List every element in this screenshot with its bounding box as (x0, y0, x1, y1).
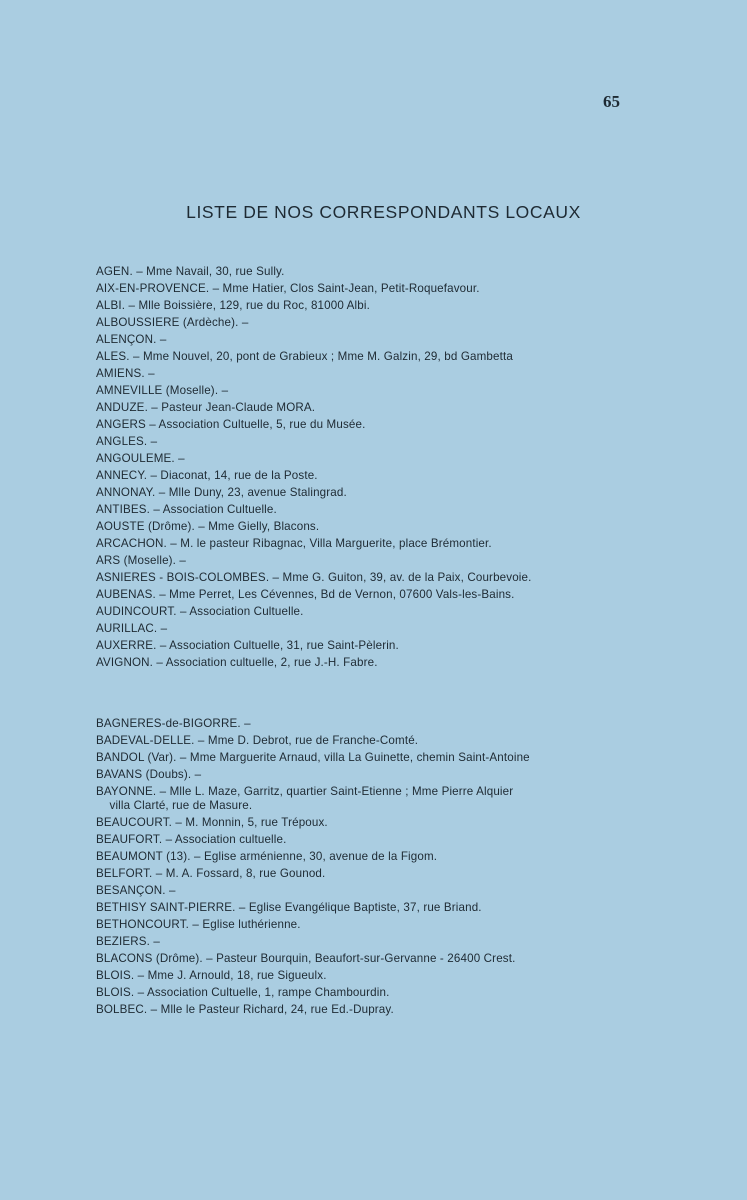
correspondents-list-a (96, 263, 636, 671)
list-item: BOLBEC. – Mlle le Pasteur Richard, 24, rue Ed.-Dupray. (96, 1003, 394, 1016)
list-item: ANNECY. – Diaconat, 14, rue de la Poste. (96, 469, 318, 482)
list-item: ALENÇON. – (96, 333, 167, 346)
list-item: AOUSTE (Drôme). – Mme Gielly, Blacons. (96, 520, 320, 533)
list-item: BANDOL (Var). – Mme Marguerite Arnaud, villa La Guinette, chemin Saint-Antoine (96, 751, 530, 764)
list-item: BLACONS (Drôme). – Pasteur Bourquin, Beaufort-sur-Gervanne - 26400 Crest. (96, 952, 516, 965)
list-item: BELFORT. – M. A. Fossard, 8, rue Gounod. (96, 867, 326, 880)
list-item: BEZIERS. – (96, 935, 160, 948)
correspondents-list-b (96, 715, 636, 1018)
list-item: AURILLAC. – (96, 622, 168, 635)
list-item: AMIENS. – (96, 367, 155, 380)
list-item: ARCACHON. – M. le pasteur Ribagnac, Villa Marguerite, place Brémontier. (96, 537, 492, 550)
list-item: AMNEVILLE (Moselle). – (96, 384, 229, 397)
list-item: BETHONCOURT. – Eglise luthérienne. (96, 918, 301, 931)
list-item: BLOIS. – Association Cultuelle, 1, rampe Chambourdin. (96, 986, 390, 999)
page-title: LISTE DE NOS CORRESPONDANTS LOCAUX (186, 202, 581, 222)
list-item: ANNONAY. – Mlle Duny, 23, avenue Stalingrad. (96, 486, 347, 499)
list-item: ALBI. – Mlle Boissière, 129, rue du Roc, 81000 Albi. (96, 299, 370, 312)
list-item: AUXERRE. – Association Cultuelle, 31, rue Saint-Pèlerin. (96, 639, 399, 652)
list-item: BAVANS (Doubs). – (96, 768, 202, 781)
list-item: BETHISY SAINT-PIERRE. – Eglise Evangélique Baptiste, 37, rue Briand. (96, 901, 482, 914)
list-item: BESANÇON. – (96, 884, 176, 897)
list-item: BLOIS. – Mme J. Arnould, 18, rue Sigueulx. (96, 969, 327, 982)
list-item: AVIGNON. – Association cultuelle, 2, rue J.-H. Fabre. (96, 656, 378, 669)
list-item: BEAUCOURT. – M. Monnin, 5, rue Trépoux. (96, 816, 328, 829)
list-item: ANGOULEME. – (96, 452, 185, 465)
list-item: ALBOUSSIERE (Ardèche). – (96, 316, 249, 329)
list-item: ANTIBES. – Association Cultuelle. (96, 503, 277, 516)
list-item: BAGNERES-de-BIGORRE. – (96, 717, 251, 730)
list-item: AGEN. – Mme Navail, 30, rue Sully. (96, 265, 285, 278)
list-item: BEAUMONT (13). – Eglise arménienne, 30, avenue de la Figom. (96, 850, 438, 863)
list-item: ANDUZE. – Pasteur Jean-Claude MORA. (96, 401, 316, 414)
list-item: BADEVAL-DELLE. – Mme D. Debrot, rue de Franche-Comté. (96, 734, 419, 747)
list-item: AUDINCOURT. – Association Cultuelle. (96, 605, 304, 618)
list-item: BEAUFORT. – Association cultuelle. (96, 833, 287, 846)
list-item: AIX-EN-PROVENCE. – Mme Hatier, Clos Saint-Jean, Petit-Roquefavour. (96, 282, 480, 295)
list-item: ARS (Moselle). – (96, 554, 187, 567)
page-number: 65 (603, 92, 620, 111)
list-item: BAYONNE. – Mlle L. Maze, Garritz, quartier Saint-Etienne ; Mme Pierre Alquier villa Clarté, rue de Masure. (96, 785, 514, 812)
list-item: AUBENAS. – Mme Perret, Les Cévennes, Bd de Vernon, 07600 Vals-les-Bains. (96, 588, 515, 601)
list-item: ANGERS – Association Cultuelle, 5, rue du Musée. (96, 418, 366, 431)
list-item: ANGLES. – (96, 435, 158, 448)
list-item: ASNIERES - BOIS-COLOMBES. – Mme G. Guiton, 39, av. de la Paix, Courbevoie. (96, 571, 532, 584)
list-item: ALES. – Mme Nouvel, 20, pont de Grabieux ; Mme M. Galzin, 29, bd Gambetta (96, 350, 513, 363)
